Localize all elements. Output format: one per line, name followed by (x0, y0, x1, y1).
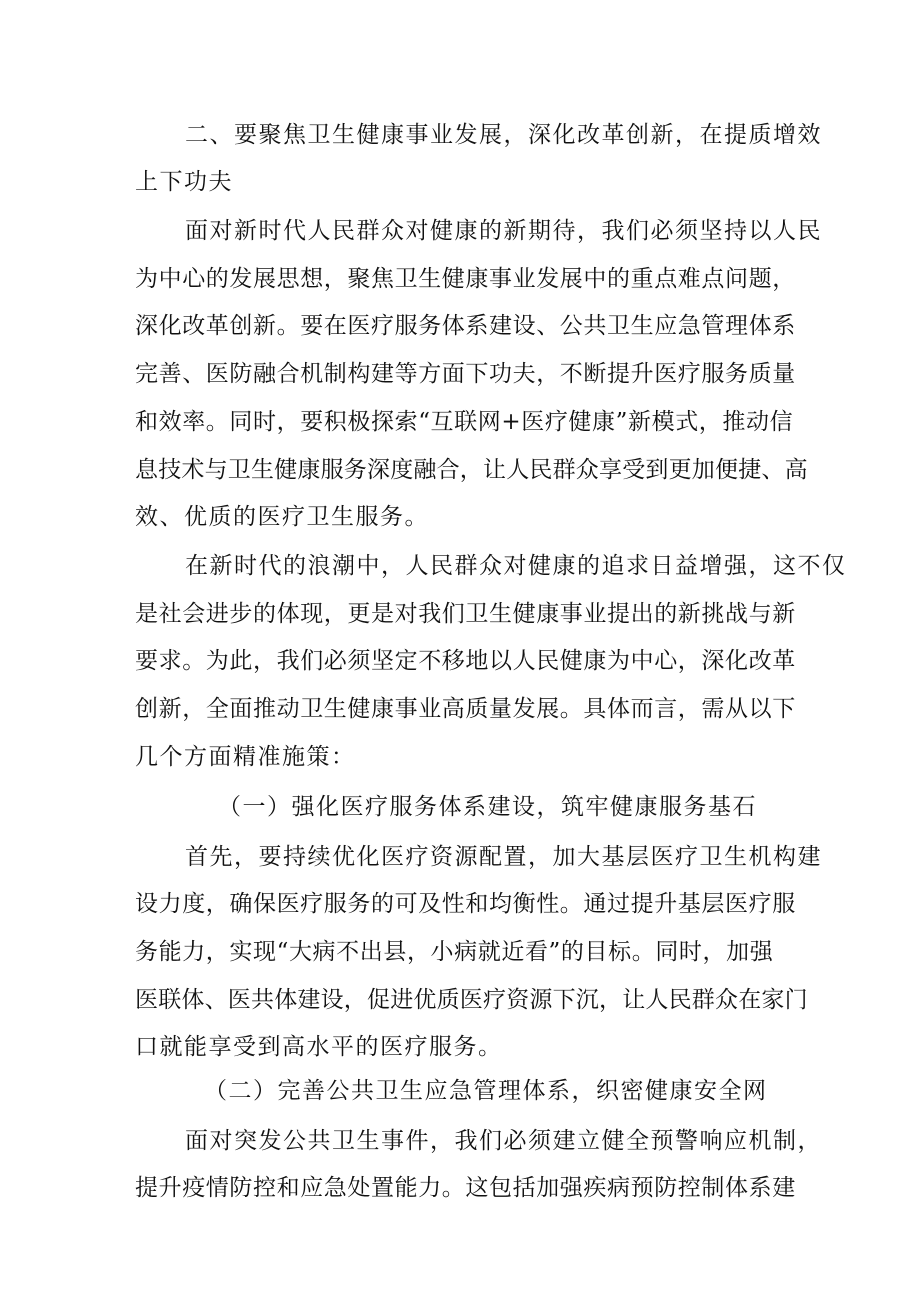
paragraph-1-line-4: 完善、医防融合机制构建等方面下功夫，不断提升医疗服务质量 (135, 361, 796, 387)
subsection-2-title: （二）完善公共卫生应急管理体系，织密健康安全网 (204, 1078, 768, 1104)
subsection-1-title: （一）强化医疗服务体系建设，筑牢健康服务基石 (218, 794, 757, 820)
paragraph-2-line-1: 在新时代的浪潮中，人民群众对健康的追求日益增强，这不仅 (185, 553, 847, 579)
paragraph-1-line-1: 面对新时代人民群众对健康的新期待，我们必须坚持以人民 (185, 218, 822, 244)
section-heading-line-2: 上下功夫 (135, 169, 233, 195)
paragraph-1-line-5: 和效率。同时，要积极探索“互联网+医疗健康”新模式，推动信 (135, 409, 794, 435)
paragraph-2-line-4: 创新，全面推动卫生健康事业高质量发展。具体而言，需从以下 (135, 696, 796, 722)
subsection-2-line-2: 提升疫情防控和应急处置能力。这包括加强疾病预防控制体系建 (135, 1175, 796, 1201)
paragraph-1-line-7: 效、优质的医疗卫生服务。 (135, 504, 429, 530)
subsection-2-line-1: 面对突发公共卫生事件，我们必须建立健全预警响应机制， (185, 1128, 822, 1154)
paragraph-2-line-5: 几个方面精准施策： (135, 744, 356, 770)
paragraph-2-line-2: 是社会进步的体现，更是对我们卫生健康事业提出的新挑战与新 (135, 601, 796, 627)
subsection-1-line-4: 医联体、医共体建设，促进优质医疗资源下沉，让人民群众在家门 (135, 987, 808, 1013)
paragraph-1-line-3: 深化改革创新。要在医疗服务体系建设、公共卫生应急管理体系 (135, 313, 796, 339)
subsection-1-line-1: 首先，要持续优化医疗资源配置，加大基层医疗卫生机构建 (185, 844, 822, 870)
section-heading-line-1: 二、要聚焦卫生健康事业发展，深化改革创新，在提质增效 (185, 122, 822, 148)
subsection-1-line-3: 务能力，实现“大病不出县，小病就近看”的目标。同时，加强 (135, 939, 774, 965)
paragraph-1-line-2: 为中心的发展思想，聚焦卫生健康事业发展中的重点难点问题， (135, 266, 796, 292)
subsection-1-line-5: 口就能享受到高水平的医疗服务。 (135, 1034, 503, 1060)
paragraph-1-line-6: 息技术与卫生健康服务深度融合，让人民群众享受到更加便捷、高 (135, 457, 808, 483)
subsection-1-line-2: 设力度，确保医疗服务的可及性和均衡性。通过提升基层医疗服 (135, 891, 796, 917)
paragraph-2-line-3: 要求。为此，我们必须坚定不移地以人民健康为中心，深化改革 (135, 648, 796, 674)
